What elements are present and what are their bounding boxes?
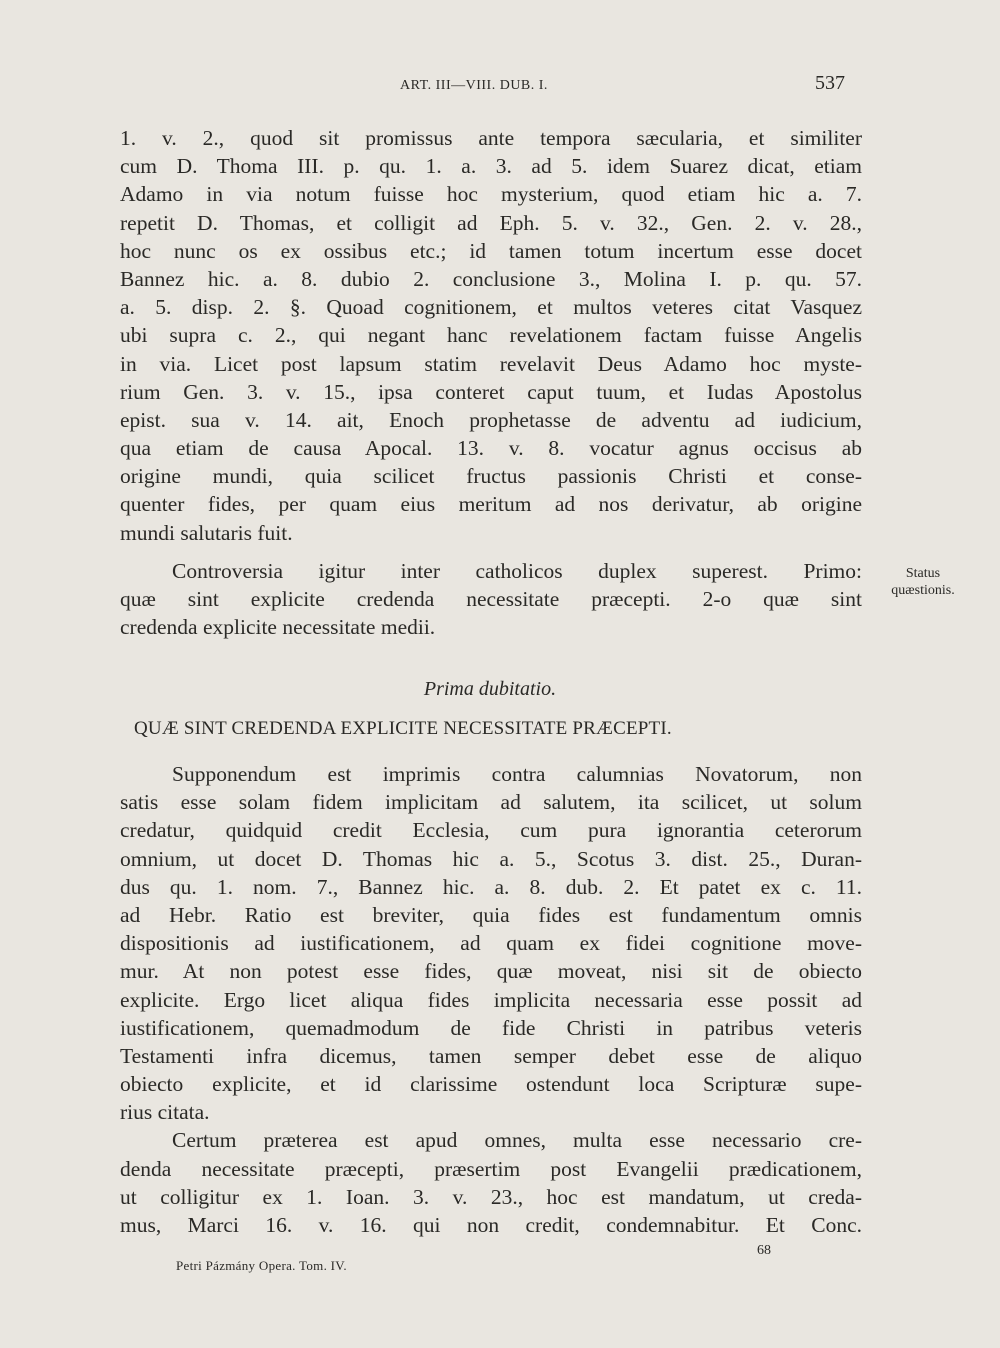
text-line: Bannez hic. a. 8. dubio 2. conclusione 3., Molina I. p. qu. 57. xyxy=(120,266,862,291)
margin-note-line: Status xyxy=(905,566,941,581)
text-line: ad Hebr. Ratio est breviter, quia fides est fundamentum omnis xyxy=(120,902,862,927)
text-line: hoc nunc os ex ossibus etc.; id tamen totum incertum esse docet xyxy=(120,238,862,263)
text-line: credenda explicite necessitate medii. xyxy=(120,615,436,640)
text-line: origine mundi, quia scilicet fructus passionis Christi et conse- xyxy=(120,464,862,489)
running-head: ART. III—VIII. DUB. I. xyxy=(400,78,548,93)
text-line: 1. v. 2., quod sit promissus ante tempora sæcularia, et similiter xyxy=(120,126,862,150)
text-line: rius citata. xyxy=(120,1100,210,1125)
paragraph-controversia xyxy=(120,557,862,642)
page-number: 537 xyxy=(815,72,845,94)
text-line: qua etiam de causa Apocal. 13. v. 8. vocatur agnus occisus ab xyxy=(120,436,862,461)
margin-note xyxy=(868,565,978,599)
text-line: ubi supra c. 2., qui negant hanc revelationem factam fuisse Angelis xyxy=(120,323,862,348)
text-line: rium Gen. 3. v. 15., ipsa conteret caput tuum, et Iudas Apostolus xyxy=(120,379,862,404)
paragraph-continuation xyxy=(120,124,862,547)
text-line: omnium, ut docet D. Thomas hic a. 5., Scotus 3. dist. 25., Duran- xyxy=(120,846,862,871)
signature-mark: 68 xyxy=(757,1243,771,1258)
text-line: quenter fides, per quam eius meritum ad nos derivatur, ab origine xyxy=(120,492,862,517)
text-line: epist. sua v. 14. ait, Enoch prophetasse de adventu ad iudicium, xyxy=(120,407,862,432)
text-line: satis esse solam fidem implicitam ad salutem, ita scilicet, ut solum xyxy=(120,790,862,815)
text-line: obiecto explicite, et id clarissime ostendunt loca Scripturæ supe- xyxy=(120,1072,862,1097)
text-line: explicite. Ergo licet aliqua fides implicita necessaria esse possit ad xyxy=(120,987,862,1012)
paragraph-main xyxy=(120,760,862,1239)
text-line: mur. At non potest esse fides, quæ moveat, nisi sit de obiecto xyxy=(120,959,862,984)
text-line: Certum præterea est apud omnes, multa esse necessario cre- xyxy=(172,1128,862,1153)
text-line: Adamo in via notum fuisse hoc mysterium, quod etiam hic a. 7. xyxy=(120,182,862,207)
text-line: in via. Licet post lapsum statim revelavit Deus Adamo hoc myste- xyxy=(120,351,862,376)
text-line: repetit D. Thomas, et colligit ad Eph. 5. v. 32., Gen. 2. v. 28., xyxy=(120,210,862,235)
text-line: a. 5. disp. 2. §. Quoad cognitionem, et multos veteres citat Vasquez xyxy=(120,295,862,320)
text-line: mundi salutaris fuit. xyxy=(120,520,293,545)
margin-note-line: quæstionis. xyxy=(891,583,955,598)
text-line: quæ sint explicite credenda necessitate præcepti. 2-o quæ sint xyxy=(120,587,862,612)
section-heading: QUÆ SINT CREDENDA EXPLICITE NECESSITATE PRÆCEPTI. xyxy=(134,718,672,739)
text-line: cum D. Thoma III. p. qu. 1. a. 3. ad 5. idem Suarez dicat, etiam xyxy=(120,154,862,179)
text-line: Testamenti infra dicemus, tamen semper debet esse de aliquo xyxy=(120,1043,862,1068)
text-line: Controversia igitur inter catholicos duplex superest. Primo: xyxy=(172,559,862,583)
text-line: ut colligitur ex 1. Ioan. 3. v. 23., hoc est mandatum, ut creda- xyxy=(120,1184,862,1209)
text-line: dus qu. 1. nom. 7., Bannez hic. a. 8. dub. 2. Et patet ex c. 11. xyxy=(120,874,862,899)
text-line: credatur, quidquid credit Ecclesia, cum pura ignorantia ceterorum xyxy=(120,818,862,843)
section-subheading xyxy=(0,678,1000,701)
text-line: denda necessitate præcepti, præsertim post Evangelii prædicationem, xyxy=(120,1156,862,1181)
text-line: mus, Marci 16. v. 16. qui non credit, condemnabitur. Et Conc. xyxy=(120,1213,862,1237)
footer-book-title: Petri Pázmány Opera. Tom. IV. xyxy=(176,1258,347,1273)
text-line: iustificationem, quemadmodum de fide Christi in patribus veteris xyxy=(120,1015,862,1040)
text-line: dispositionis ad iustificationem, ad quam ex fidei cognitione move- xyxy=(120,931,862,956)
text-line: Supponendum est imprimis contra calumnias Novatorum, non xyxy=(172,762,862,786)
subheading-text: Prima dubitatio. xyxy=(423,678,557,700)
